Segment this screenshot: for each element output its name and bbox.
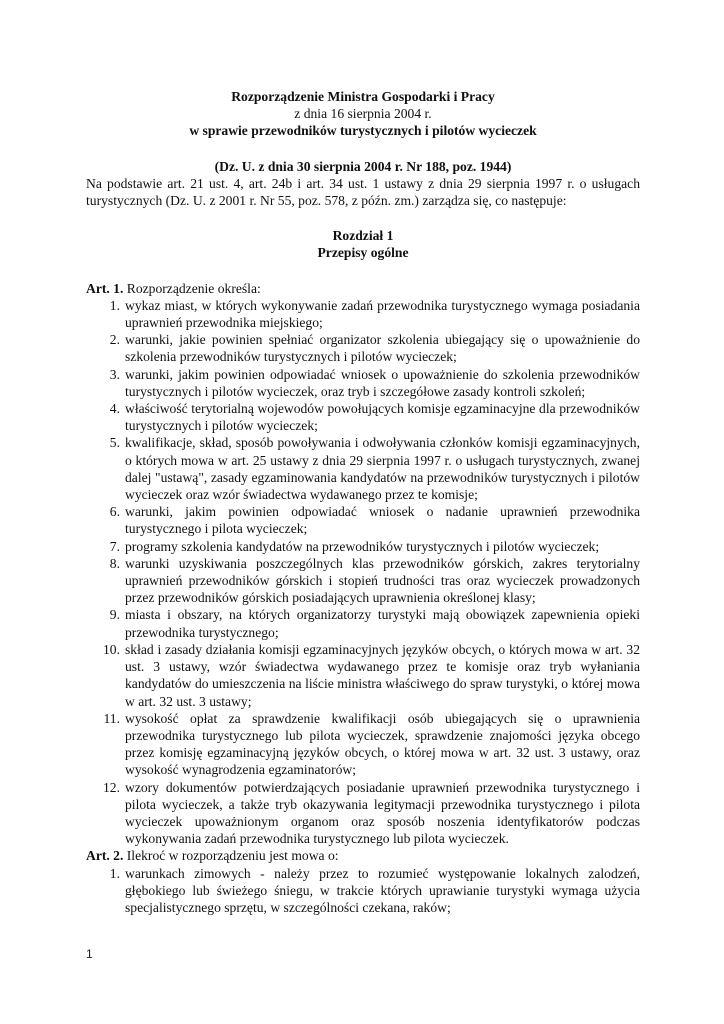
list-item: 1. warunkach zimowych - należy przez to rozumieć występowanie lokalnych zalodzeń, głębokiego lub świeżego śniegu, w trakcie których uprawianie turystyki wymaga użycia specjalistycznego sprzętu, w szczególności czekana, raków;	[109, 865, 640, 915]
list-item: 11. wysokość opłat za sprawdzenie kwalifikacji osób ubiegających się o uprawnienia przewodnika turystycznego lub pilota wycieczek, sprawdzenie znajomości języka obcego przez komisję egzaminacyjną języków obcych, o której mowa w art. 32 ust. 3 ustawy, oraz wysokość wynagrodzenia egzaminatorów;	[103, 710, 640, 778]
article-1-intro: Rozporządzenie określa:	[126, 280, 261, 296]
article-2-heading	[86, 847, 640, 864]
list-item: 4. właściwość terytorialną wojewodów powołujących komisje egzaminacyjne dla przewodników turystycznych i pilotów wycieczek;	[109, 401, 640, 434]
regulation-subject: w sprawie przewodników turystycznych i pilotów wycieczek	[189, 123, 537, 139]
article-2-list	[86, 865, 640, 917]
document-page	[86, 88, 640, 916]
article-1-label: Art. 1.	[86, 280, 124, 296]
page-number: 1	[86, 947, 93, 961]
list-item: 12. wzory dokumentów potwierdzających posiadanie uprawnień przewodnika turystycznego i pilota wycieczek, a także tryb okazywania legitymacji przewodnika turystycznego i pilota wycieczek upoważnionym organom oraz sposób noszenia identyfikatorów podczas wykonywania zadań przewodnika turystycznego lub pilota wycieczek.	[103, 779, 640, 847]
list-item: 9. miasta i obszary, na których organizatorzy turystyki mają obowiązek zapewnienia opieki przewodnika turystycznego;	[109, 607, 640, 640]
preamble: Na podstawie art. 21 ust. 4, art. 24b i art. 34 ust. 1 ustawy z dnia 29 sierpnia 1997 r. o usługach turystycznych (Dz. U. z 2001 r. Nr 55, poz. 578, z późn. zm.) zarządza się, co następuje:	[86, 175, 640, 209]
article-1-list	[86, 297, 640, 848]
chapter-name: Przepisy ogólne	[317, 245, 409, 261]
regulation-title: Rozporządzenie Ministra Gospodarki i Pracy	[231, 89, 495, 104]
regulation-date: z dnia 16 sierpnia 2004 r.	[294, 106, 432, 122]
list-item: 8. warunki uzyskiwania poszczególnych klas przewodników górskich, zakres terytorialny uprawnień przewodników górskich i stopień trudności tras oraz wycieczek prowadzonych przez przewodników górskich posiadających uprawnienia określonej klasy;	[109, 555, 640, 606]
list-item: 5. kwalifikacje, skład, sposób powoływania i odwoływania członków komisji egzaminacyjnych, o których mowa w art. 25 ustawy z dnia 29 sierpnia 1997 r. o usługach turystycznych, zwanej dalej "ustawą", zasady egzaminowania kandydatów na przewodników turystycznych i pilotów wycieczek oraz wzór świadectwa wydawanego przez te komisje;	[109, 435, 640, 503]
list-item: 2. warunki, jakie powinien spełniać organizator szkolenia ubiegający się o upoważnienie do szkolenia przewodników turystycznych i pilotów wycieczek;	[109, 332, 640, 365]
list-item: 3. warunki, jakim powinien odpowiadać wniosek o upoważnienie do szkolenia przewodników turystycznych i pilotów wycieczek, oraz tryb i szczegółowe zasady kontroli szkoleń;	[109, 366, 640, 399]
list-item: 7. programy szkolenia kandydatów na przewodników turystycznych i pilotów wycieczek;	[109, 538, 600, 554]
list-item: 1. wykaz miast, w których wykonywanie zadań przewodnika turystycznego wymaga posiadania uprawnień przewodnika miejskiego;	[109, 297, 640, 331]
list-item: 10. skład i zasady działania komisji egzaminacyjnych języków obcych, o których mowa w art. 32 ust. 3 ustawy, wzór świadectwa wydawanego przez te komisje oraz tryb wyłaniania kandydatów do umieszczenia na liście ministra właściwego do spraw turystyki, o której mowa w art. 32 ust. 3 ustawy;	[103, 641, 640, 709]
chapter-number: Rozdział 1	[332, 228, 394, 244]
article-2-intro: Ilekroć w rozporządzeniu jest mowa o:	[126, 848, 339, 864]
article-1-heading	[86, 280, 640, 297]
list-item: 6. warunki, jakim powinien odpowiadać wniosek o nadanie uprawnień przewodnika turystycznego i pilota wycieczek;	[109, 504, 640, 537]
article-2-label: Art. 2.	[86, 848, 124, 864]
journal-reference: (Dz. U. z dnia 30 sierpnia 2004 r. Nr 188, poz. 1944)	[214, 158, 512, 174]
